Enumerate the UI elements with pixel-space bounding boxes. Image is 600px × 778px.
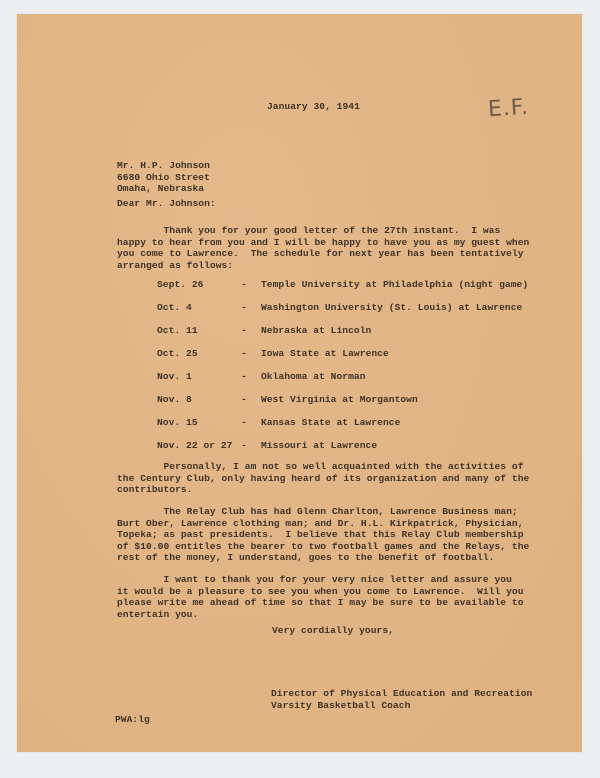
schedule-row	[157, 325, 557, 337]
paragraph-century-club	[117, 461, 529, 496]
paragraph-line: contributors.	[117, 484, 193, 496]
recipient-name: Mr. H.P. Johnson	[117, 160, 210, 171]
schedule-dash: -	[241, 371, 247, 382]
letter-date: January 30, 1941	[267, 101, 360, 112]
schedule-date: Oct. 11	[157, 325, 198, 336]
schedule-dash: -	[241, 302, 247, 313]
schedule-row	[157, 371, 557, 383]
signature-block	[271, 688, 532, 711]
schedule-row	[157, 302, 557, 314]
paragraph-line: the Century Club, only having heard of its organization and many of the	[117, 472, 530, 484]
signature-title: Varsity Basketball Coach	[271, 699, 411, 711]
schedule-game: West Virginia at Morgantown	[261, 394, 418, 405]
schedule-game: Washington University (St. Louis) at Lawrence	[261, 302, 523, 313]
schedule-game: Nebraska at Lincoln	[261, 325, 372, 336]
reference-initials: PWA:lg	[115, 714, 150, 725]
paragraph-line: happy to hear from you and I will be happy to have you as my guest when	[117, 236, 530, 248]
signature-title: Director of Physical Education and Recreation	[271, 688, 533, 699]
paragraph-line: Personally, I am not so well acquainted with the activities of	[117, 461, 524, 472]
closing: Very cordially yours,	[272, 625, 394, 636]
recipient-city: Omaha, Nebraska	[117, 183, 205, 195]
paragraph-relay-club	[117, 506, 529, 564]
paragraph-line: it would be a pleasure to see you when you come to Lawrence. Will you	[117, 585, 524, 597]
schedule-game: Oklahoma at Norman	[261, 371, 366, 382]
letter-page	[17, 14, 582, 752]
salutation: Dear Mr. Johnson:	[117, 198, 216, 209]
schedule-row	[157, 279, 557, 291]
schedule-row	[157, 440, 557, 452]
paragraph-line: rest of the money, I understand, goes to the benefit of football.	[117, 552, 495, 564]
recipient-address	[117, 160, 210, 195]
paragraph-line: Burt Ober, Lawrence clothing man; and Dr. H.L. Kirkpatrick, Physician,	[117, 517, 524, 529]
schedule-date: Sept. 26	[157, 279, 204, 290]
schedule-row	[157, 417, 557, 429]
schedule-date: Nov. 15	[157, 417, 198, 428]
handwritten-initials: E.F.	[487, 94, 530, 123]
paragraph-line: arranged as follows:	[117, 259, 234, 271]
paragraph-line: of $10.00 entitles the bearer to two football games and the Relays, the	[117, 540, 530, 552]
schedule-date: Nov. 8	[157, 394, 192, 405]
schedule-game: Missouri at Lawrence	[261, 440, 378, 451]
paragraph-intro	[117, 225, 529, 271]
paragraph-line: entertain you.	[117, 608, 199, 620]
paragraph-line: please write me ahead of time so that I may be sure to be available to	[117, 597, 524, 609]
schedule-game: Kansas State at Lawrence	[261, 417, 401, 428]
schedule-date: Nov. 1	[157, 371, 192, 382]
schedule-dash: -	[241, 417, 247, 428]
paragraph-line: I want to thank you for your very nice letter and assure you	[117, 574, 512, 585]
schedule-dash: -	[241, 325, 247, 336]
recipient-street: 6680 Ohio Street	[117, 171, 210, 183]
paragraph-line: The Relay Club has had Glenn Charlton, Lawrence Business man;	[117, 506, 518, 517]
paragraph-line: Thank you for your good letter of the 27th instant. I was	[117, 225, 501, 236]
schedule-row	[157, 348, 557, 360]
schedule-dash: -	[241, 348, 247, 359]
paragraph-line: you come to Lawrence. The schedule for next year has been tentatively	[117, 248, 524, 260]
schedule-row	[157, 394, 557, 406]
schedule-dash: -	[241, 440, 247, 451]
schedule-game: Temple University at Philadelphia (night game)	[261, 279, 529, 290]
schedule-date: Oct. 4	[157, 302, 192, 313]
schedule-game: Iowa State at Lawrence	[261, 348, 389, 359]
schedule-date: Oct. 25	[157, 348, 198, 359]
paragraph-line: Topeka; as past presidents. I believe that this Relay Club membership	[117, 529, 524, 541]
schedule-date: Nov. 22 or 27	[157, 440, 233, 451]
schedule-dash: -	[241, 279, 247, 290]
paragraph-thanks	[117, 574, 524, 620]
schedule-dash: -	[241, 394, 247, 405]
